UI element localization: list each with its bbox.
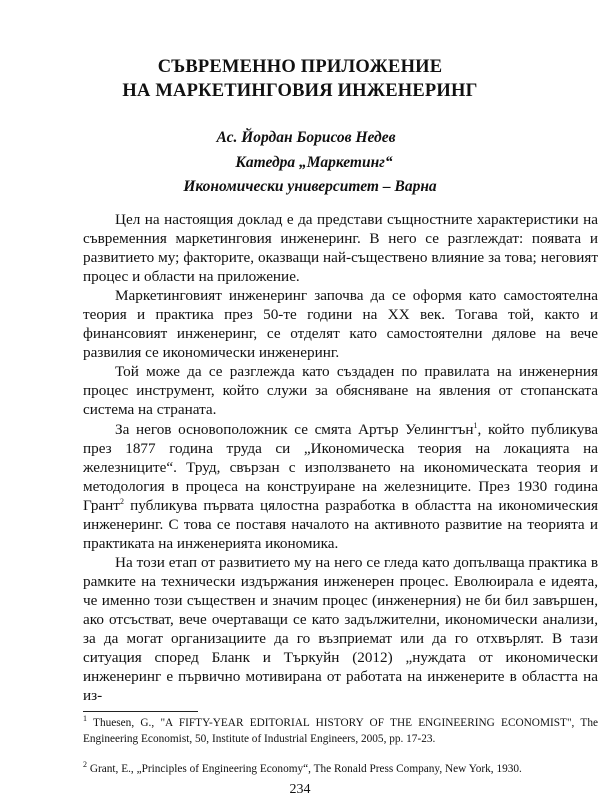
paragraph-3: Той може да се разглежда като създаден по правилата на инженерния процес инструмент, който служи за обясняване на явления от стопанската система на страната. <box>83 363 598 419</box>
author-name: Ас. Йордан Борисов Недев <box>216 129 396 146</box>
footnote-text: Thuesen, G., "A FIFTY-YEAR EDITORIAL HISTORY OF THE ENGINEERING ECONOMIST", The Engineering Economist, 50, Institute of Industrial Engineers, 2005, pp. 17-23. <box>83 717 598 745</box>
body-text <box>83 210 598 705</box>
footnote-mark: 2 <box>83 760 87 770</box>
footnote-1 <box>83 716 598 747</box>
paragraph-4-text-a: За негов основоположник се смята Артър Уелингтън <box>115 420 474 438</box>
paper-title-line-2: НА МАРКЕТИНГОВИЯ ИНЖЕНЕРИНГ <box>122 81 478 101</box>
paragraph-1: Цел на настоящия доклад е да представи същностните характеристики на съвременния маркетинговия инженеринг. В него се разглеждат: появата и развитието му; факторите, оказващи най-съществено влияние за това; неговият процес и области на приложение. <box>83 211 598 286</box>
footnote-ref-1: 1 <box>473 420 478 430</box>
paragraph-4-text-b: , който публикува през 1877 година труда си „Икономическа теория на локацията на железниците“. Труд, свързан с използването на икономическата теория и методология в процеса на конструиране на железниците. През 1930 година Грант <box>83 420 598 514</box>
paper-title-line-1: СЪВРЕМЕННО ПРИЛОЖЕНИЕ <box>157 57 443 77</box>
footnote-mark: 1 <box>83 714 87 724</box>
footnote-ref-2: 2 <box>119 496 124 506</box>
page-number: 234 <box>289 782 311 797</box>
author-institution: Икономически университет – Варна <box>183 178 437 195</box>
paragraph-4-text-c: публикува първата цялостна разработка в областта на икономическия инженеринг. С това се поставя началото на активното развитие на теорията и практиката на инженерията икономика. <box>83 496 598 552</box>
author-department: Катедра „Маркетинг“ <box>235 154 393 171</box>
paragraph-2: Маркетинговият инженеринг започва да се оформя като самостоятелна теория и практика през 50-те години на XX век. Тогава той, както и финансовият инженеринг, се отделят като самостоятелни дялове на вече развилия се икономически инженеринг. <box>83 287 598 362</box>
footnote-2 <box>83 762 598 778</box>
paragraph-5: На този етап от развитието му на него се гледа като допълваща практика в рамките на технически издържания инженерен процес. Еволюирала е идеята, че именно този съществен и значим процес (инженерния) не би бил завършен, ако отсъстват, вече очертаващи се като задължителни, икономически анализи, за да могат организациите да го възприемат или да го отхвърлят. В тази ситуация според Бланк и Търкуйн (2012) „нуждата от икономически инженеринг е първично мотивирана от работата на инженерите в областта на из- <box>83 553 598 705</box>
footnote-text: Grant, E., „Principles of Engineering Economy“, The Ronald Press Company, New York, 1930. <box>89 763 522 775</box>
footnote-divider <box>83 711 198 712</box>
paragraph-4 <box>83 420 598 553</box>
